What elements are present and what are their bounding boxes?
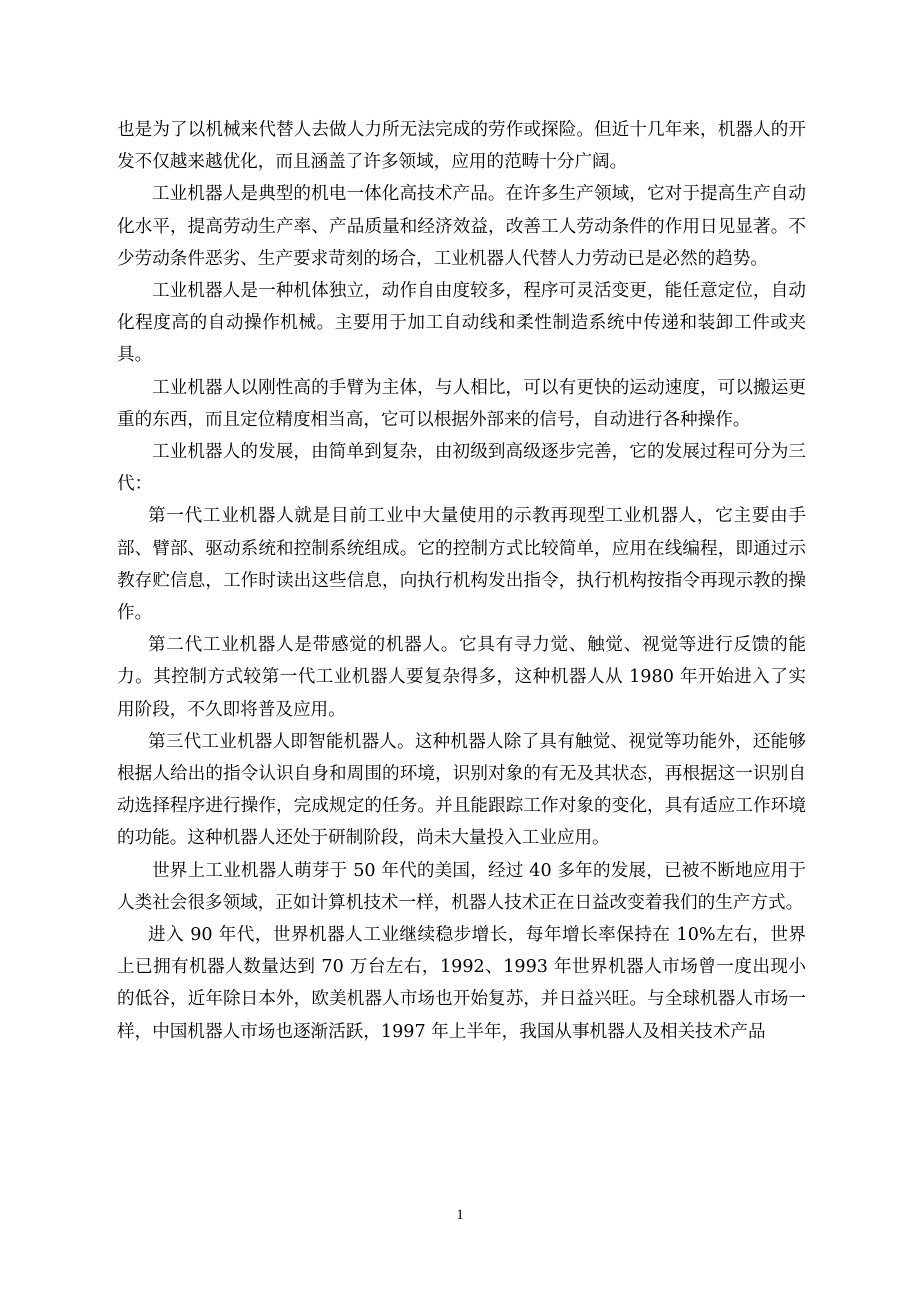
paragraph-9: 世界上工业机器人萌芽于 50 年代的美国，经过 40 多年的发展，已被不断地应用于人类社会很多领域，正如计算机技术一样，机器人技术正在日益改变着我们的生产方式。 <box>117 860 806 913</box>
paragraph-1: 也是为了以机械来代替人去做人力所无法完成的劳作或探险。但近十几年来，机器人的开发不仅越来越优化，而且涵盖了许多领域，应用的范畴十分广阔。 <box>117 120 806 173</box>
paragraph-10: 进入 90 年代，世界机器人工业继续稳步增长，每年增长率保持在 10%左右，世界上已拥有机器人数量达到 70 万台左右，1992、1993 年世界机器人市场曾一度出现小的低谷，近年除日本外，欧美机器人市场也开始复苏，并日益兴旺。与全球机器人市场一样，中国机器人市场也逐渐活跃，1997 年上半年，我国从事机器人及相关技术产品 <box>117 925 806 1042</box>
page-number: 1 <box>456 1207 464 1223</box>
paragraph-7: 第二代工业机器人是带感觉的机器人。它具有寻力觉、触觉、视觉等进行反馈的能力。其控制方式较第一代工业机器人要复杂得多，这种机器人从 1980 年开始进入了实用阶段，不久即将普及应用。 <box>117 635 806 720</box>
paragraph-4: 工业机器人以刚性高的手臂为主体，与人相比，可以有更快的运动速度，可以搬运更重的东西，而且定位精度相当高，它可以根据外部来的信号，自动进行各种操作。 <box>117 377 806 430</box>
paragraph-5: 工业机器人的发展，由简单到复杂，由初级到高级逐步完善，它的发展过程可分为三代： <box>117 442 806 495</box>
document-body <box>117 114 806 1048</box>
paragraph-2: 工业机器人是典型的机电一体化高技术产品。在许多生产领域，它对于提高生产自动化水平，提高劳动生产率、产品质量和经济效益，改善工人劳动条件的作用日见显著。不少劳动条件恶劣、生产要求苛刻的场合，工业机器人代替人力劳动已是必然的趋势。 <box>117 184 806 269</box>
paragraph-6: 第一代工业机器人就是目前工业中大量使用的示教再现型工业机器人，它主要由手部、臂部、驱动系统和控制系统组成。它的控制方式比较简单，应用在线编程，即通过示教存贮信息，工作时读出这些信息，向执行机构发出指令，执行机构按指令再现示教的操作。 <box>117 506 806 624</box>
paragraph-3: 工业机器人是一种机体独立，动作自由度较多，程序可灵活变更，能任意定位，自动化程度高的自动操作机械。主要用于加工自动线和柔性制造系统中传递和装卸工件或夹具。 <box>117 281 806 366</box>
paragraph-8: 第三代工业机器人即智能机器人。这种机器人除了具有触觉、视觉等功能外，还能够根据人给出的指令认识自身和周围的环境，识别对象的有无及其状态，再根据这一识别自动选择程序进行操作，完成规定的任务。并且能跟踪工作对象的变化，具有适应工作环境的功能。这种机器人还处于研制阶段，尚未大量投入工业应用。 <box>117 731 806 849</box>
